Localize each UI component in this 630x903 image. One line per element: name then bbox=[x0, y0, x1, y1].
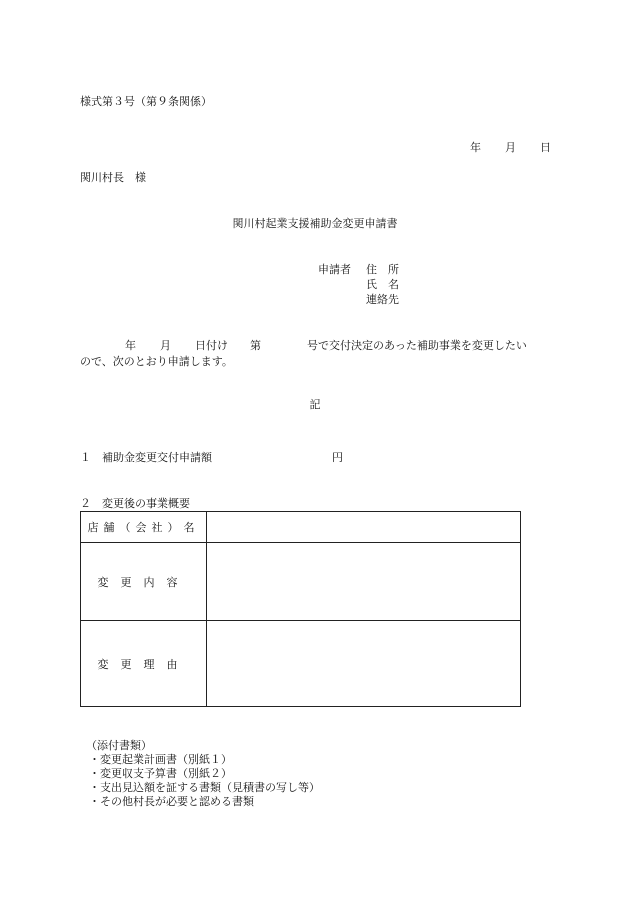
body-text-line2: ので、次のとおり申請します。 bbox=[80, 355, 233, 368]
contact-label: 連絡先 bbox=[366, 293, 399, 306]
table-row bbox=[81, 621, 521, 707]
address-label: 住 所 bbox=[366, 263, 399, 276]
form-number: 様式第３号（第９条関係） bbox=[80, 95, 212, 108]
body-month: 月 bbox=[160, 339, 171, 352]
applicant-label: 申請者 bbox=[318, 263, 351, 276]
name-label: 氏 名 bbox=[366, 278, 399, 291]
request-paragraph bbox=[80, 338, 527, 370]
table-row bbox=[81, 512, 521, 543]
attachment-item: ・その他村長が必要と認める書類 bbox=[89, 795, 254, 808]
attachments-heading: （添付書類） bbox=[86, 739, 152, 752]
body-day-dated: 日付け bbox=[195, 339, 228, 352]
applicant-block bbox=[318, 262, 399, 307]
row-value-store-name[interactable] bbox=[207, 512, 521, 543]
item1-label: １ 補助金変更交付申請額 bbox=[80, 451, 212, 464]
body-text-rest: 号で交付決定のあった補助事業を変更したい bbox=[307, 339, 527, 352]
item1-unit: 円 bbox=[332, 451, 343, 464]
row-label-change-content: 変更内容 bbox=[81, 543, 207, 621]
business-summary-table bbox=[80, 511, 521, 707]
body-year: 年 bbox=[125, 339, 136, 352]
row-label-change-reason: 変更理由 bbox=[81, 621, 207, 707]
date-month: 月 bbox=[505, 141, 516, 154]
item2-label: ２ 変更後の事業概要 bbox=[80, 497, 190, 510]
attachment-item: ・支出見込額を証する書類（見積書の写し等） bbox=[89, 781, 320, 794]
row-value-change-content[interactable] bbox=[207, 543, 521, 621]
table-row bbox=[81, 543, 521, 621]
row-label-store-name: 店舗（会社）名 bbox=[81, 512, 207, 543]
row-value-change-reason[interactable] bbox=[207, 621, 521, 707]
date-day: 日 bbox=[540, 141, 551, 154]
date-year: 年 bbox=[470, 141, 481, 154]
attachment-item: ・変更起業計画書（別紙１） bbox=[89, 753, 232, 766]
ki-marker: 記 bbox=[309, 398, 321, 411]
date-line bbox=[470, 141, 551, 155]
attachments-list bbox=[86, 739, 320, 809]
item1-amount bbox=[80, 451, 343, 465]
document-title: 関川村起業支援補助金変更申請書 bbox=[232, 217, 398, 230]
attachment-item: ・変更収支予算書（別紙２） bbox=[89, 767, 232, 780]
addressee: 関川村長 様 bbox=[80, 171, 146, 184]
body-number-prefix: 第 bbox=[250, 339, 261, 352]
